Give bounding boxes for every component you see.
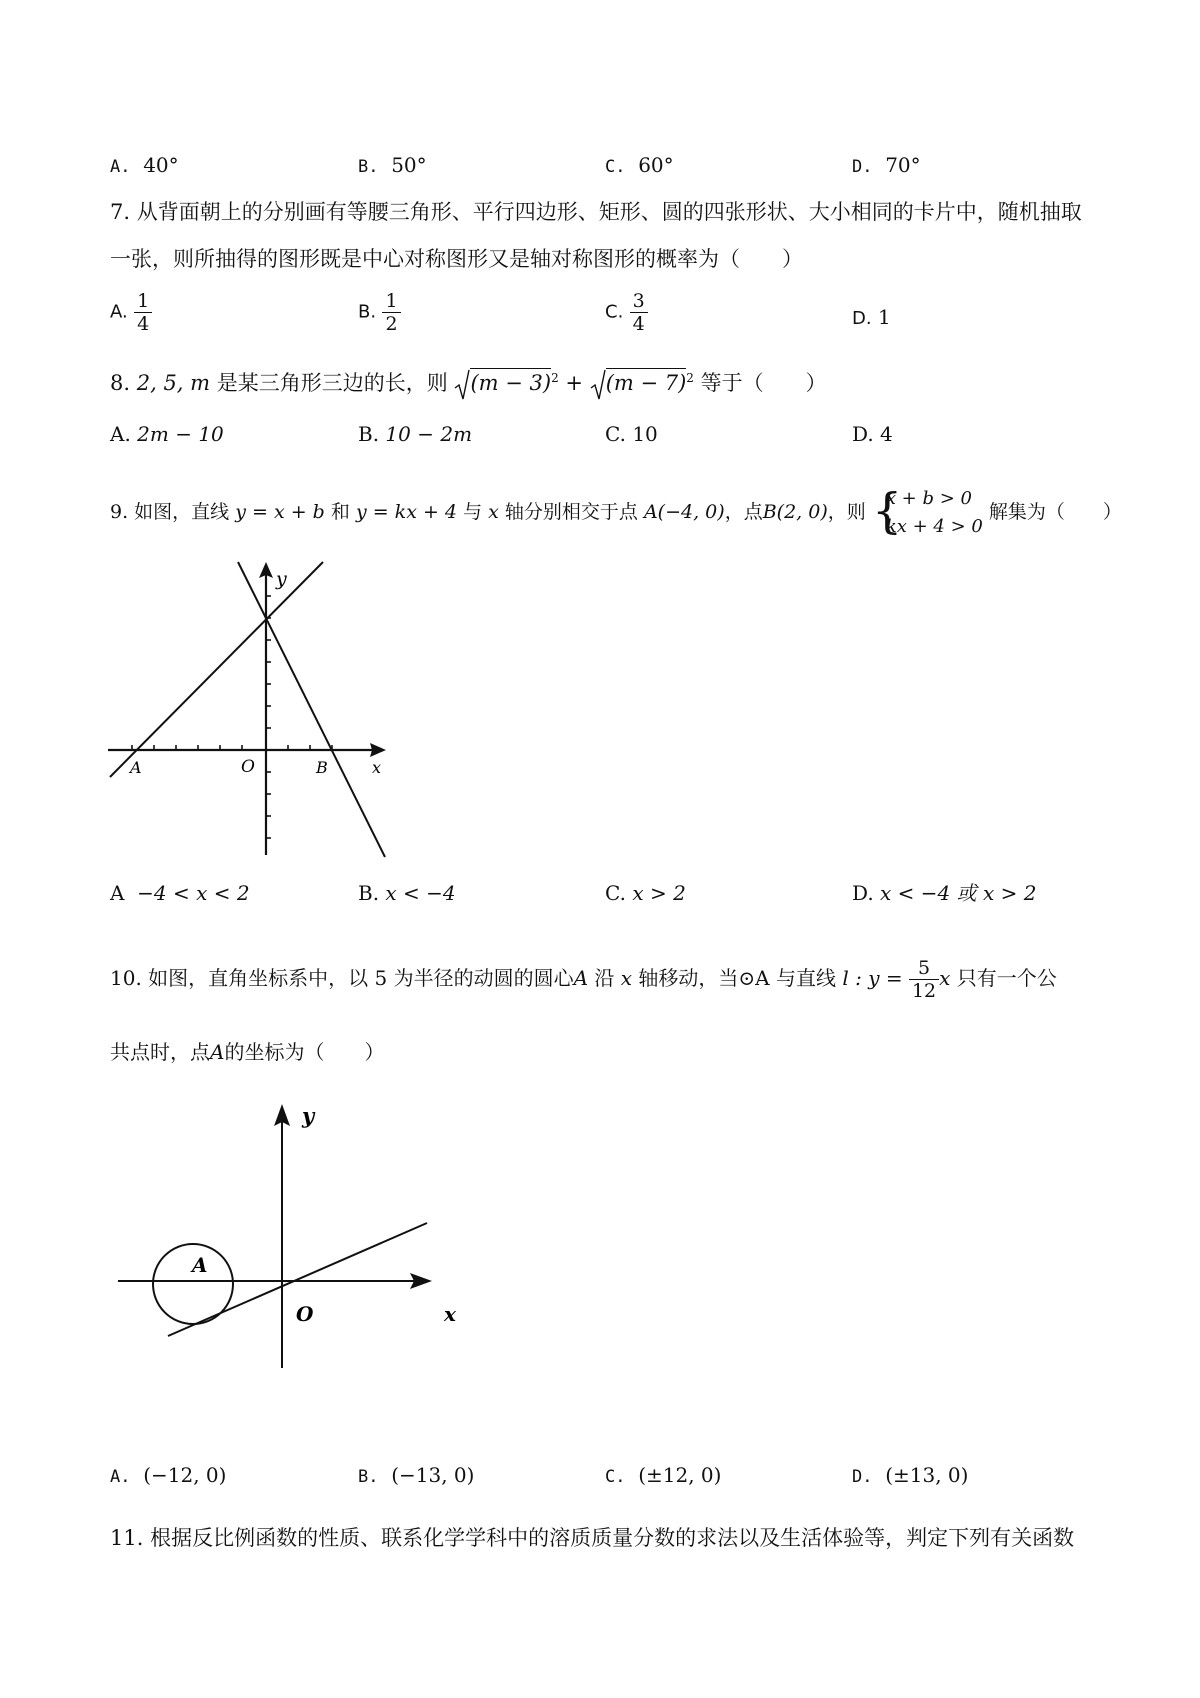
radical-sign-icon bbox=[590, 368, 606, 402]
q7-option-c-fraction: $\frac{3}{4}$ bbox=[630, 290, 648, 335]
label-x: x bbox=[444, 1302, 456, 1326]
axis-ticks bbox=[132, 596, 332, 838]
label-origin: O bbox=[296, 1302, 314, 1326]
q6-option-c: C. 60° bbox=[605, 153, 674, 177]
q10-slope-fraction: $\frac{5}{12}$ bbox=[909, 957, 939, 1002]
q7-option-b-fraction: $\frac{1}{2}$ bbox=[382, 290, 400, 335]
q6-option-d: D. 70° bbox=[852, 153, 921, 177]
q8-radical-1: $(m - 3)^2$ bbox=[454, 364, 558, 402]
q7-stem-line1: 7. 从背面朝上的分别画有等腰三角形、平行四边形、矩形、圆的四张形状、大小相同的卡片中，随机抽取 bbox=[110, 200, 1082, 224]
q8-option-a: A. 2m − 10 bbox=[110, 422, 224, 446]
label-center-a: A bbox=[192, 1253, 208, 1277]
q10-stem-line1: 10. 如图，直角坐标系中，以 5 为半径的动圆的圆心A 沿 x 轴移动，当⊙A 与直线 l : y = $\frac{5}{12}$ x 只有一个公 bbox=[110, 957, 1057, 1002]
q10-option-c: C. (±12, 0) bbox=[605, 1463, 722, 1487]
q7-option-a: A. $\frac{1}{4}$ bbox=[110, 290, 152, 335]
q10-option-d: D. (±13, 0) bbox=[852, 1463, 969, 1487]
q11-stem-line1: 11. 根据反比例函数的性质、联系化学学科中的溶质质量分数的求法以及生活体验等，判定下列有关函数 bbox=[110, 1526, 1075, 1550]
q6-option-b: B. 50° bbox=[358, 153, 427, 177]
q9-inequality-system: { x + b > 0 kx + 4 > 0 bbox=[871, 483, 983, 539]
q9-option-d: D. x < −4 或 x > 2 bbox=[852, 881, 1037, 905]
q7-option-b: B. $\frac{1}{2}$ bbox=[358, 290, 401, 335]
label-point-b: B bbox=[316, 758, 328, 777]
label-x: x bbox=[372, 758, 382, 777]
q7-option-d: D. 1 bbox=[852, 305, 891, 329]
q10-option-a: A. (−12, 0) bbox=[110, 1463, 227, 1487]
q9-stem: 9. 如图，直线 y = x + b 和 y = kx + 4 与 x 轴分别相交于点 A(−4, 0)，点B(2, 0)，则 { x + b > 0 kx + 4 > 0 解集为（ ） bbox=[110, 483, 1122, 539]
q7-option-a-fraction: $\frac{1}{4}$ bbox=[134, 290, 152, 335]
left-brace-icon: { bbox=[871, 483, 903, 539]
q7-stem-line2: 一张，则所抽得的图形既是中心对称图形又是轴对称图形的概率为（ ） bbox=[110, 247, 803, 271]
q10-figure bbox=[105, 1095, 465, 1375]
q8-option-d: D. 4 bbox=[852, 422, 893, 446]
q8-radical-2: $(m - 7)^2$ bbox=[590, 364, 694, 402]
q10-stem-line2: 共点时，点A的坐标为（ ） bbox=[110, 1040, 385, 1064]
x-axis-arrow-icon bbox=[370, 743, 386, 757]
label-y: y bbox=[276, 568, 287, 590]
q10-option-b: B. (−13, 0) bbox=[358, 1463, 475, 1487]
q7-option-c: C. $\frac{3}{4}$ bbox=[605, 290, 648, 335]
q9-figure bbox=[100, 555, 400, 860]
q9-option-a: A −4 < x < 2 bbox=[110, 881, 250, 905]
q9-option-c: C. x > 2 bbox=[605, 881, 686, 905]
q8-option-b: B. 10 − 2m bbox=[358, 422, 473, 446]
line-y-kx-plus-4 bbox=[238, 562, 385, 857]
q9-option-b: B. x < −4 bbox=[358, 881, 456, 905]
label-origin: O bbox=[241, 757, 255, 777]
q8-option-c: C. 10 bbox=[605, 422, 658, 446]
label-y: y bbox=[302, 1103, 315, 1128]
label-point-a: A bbox=[130, 758, 142, 777]
q6-option-a: A. 40° bbox=[110, 153, 179, 177]
radical-sign-icon bbox=[454, 368, 470, 402]
q8-stem: 8. 2, 5, m 是某三角形三边的长，则 $(m - 3)^2 + (m - 7)^2$ 等于（ ） bbox=[110, 364, 827, 402]
